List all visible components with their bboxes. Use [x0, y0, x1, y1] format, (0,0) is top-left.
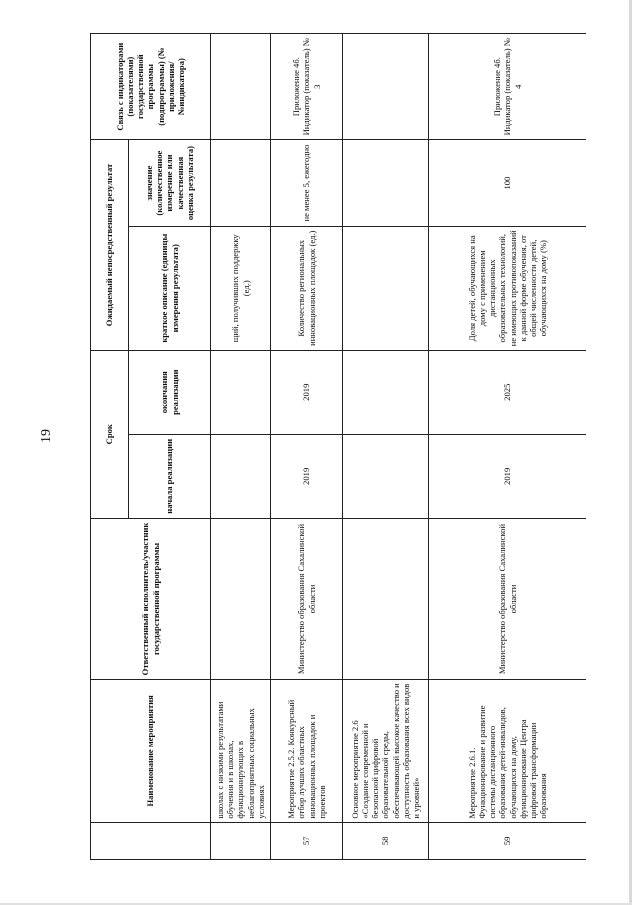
cell-short: щий, получивших поддержку (ед.) [211, 226, 271, 350]
header-term: Срок [91, 350, 129, 518]
cell-value: 100 [429, 140, 587, 226]
cell-link [211, 34, 271, 140]
table-container [90, 33, 586, 860]
header-end: окончания реализации [129, 350, 211, 434]
cell-end: 2019 [271, 350, 343, 434]
cell-end: 2025 [429, 350, 587, 434]
cell-num: 57 [271, 822, 343, 859]
cell-end [211, 350, 271, 434]
cell-value [211, 140, 271, 226]
cell-num [211, 822, 271, 859]
table-row [343, 34, 429, 860]
header-responsible: Ответственный исполнитель/участник государственной программы [91, 518, 211, 679]
cell-name: Мероприятие 2.6.1. Функционирование и развитие системы дистанционного образования детей-инвалидов, обучающихся на дому, функционирование Центра цифровой трансформации образования [429, 680, 587, 823]
cell-responsible [211, 518, 271, 679]
header-value: значение (количественное измерение или качественная оценка результата) [129, 140, 211, 226]
header-short: краткое описание (единицы измерения результата) [129, 226, 211, 350]
cell-num: 58 [343, 822, 429, 859]
cell-responsible: Министерство образования Сахалинской области [271, 518, 343, 679]
page-number: 19 [39, 429, 54, 443]
cell-start [343, 434, 429, 518]
cell-num: 59 [429, 822, 587, 859]
cell-name: Мероприятие 2.5.2. Конкурсный отбор лучших областных инновационных площадок и проектов [271, 680, 343, 823]
cell-link: Приложение 4б. Индикатор (показатель) № 4 [429, 34, 587, 140]
activities-table [90, 33, 586, 860]
table-row [271, 34, 343, 860]
cell-start: 2019 [429, 434, 587, 518]
header-expected: Ожидаемый непосредственный результат [91, 140, 129, 350]
cell-start [211, 434, 271, 518]
header-num [91, 822, 211, 859]
cell-value: не менее 5, ежегодно [271, 140, 343, 226]
cell-short: Количество региональных инновационных площадок (ед.) [271, 226, 343, 350]
cell-link: Приложение 4б. Индикатор (показатель) № 3 [271, 34, 343, 140]
table-row [429, 34, 587, 860]
cell-responsible [343, 518, 429, 679]
cell-link [343, 34, 429, 140]
table-row [211, 34, 271, 860]
cell-start: 2019 [271, 434, 343, 518]
header-start: начала реализации [129, 434, 211, 518]
header-link: Связь с индикаторами (показателями) государственной программы (подпрограммы) (№ приложения/№индикатора) [91, 34, 211, 140]
cell-value [343, 140, 429, 226]
cell-responsible: Министерство образования Сахалинской области [429, 518, 587, 679]
cell-end [343, 350, 429, 434]
cell-name: школах с низкими результатами обучения и в школах, функционирующих в неблагоприятных социальных условиях [211, 680, 271, 823]
cell-name: Основное мероприятие 2.6 «Создание современной и безопасной цифровой образовательной среды, обеспечивающей высокое качество и доступность образования всех видов и уровней» [343, 680, 429, 823]
header-name: Наименование мероприятия [91, 680, 211, 823]
cell-short [343, 226, 429, 350]
cell-short: Доля детей, обучающихся на дому с применением дистанционных образовательных технологий, не имеющих противопоказаний к данной форме обучения, от общей численности детей, обучающихся на дому (%) [429, 226, 587, 350]
